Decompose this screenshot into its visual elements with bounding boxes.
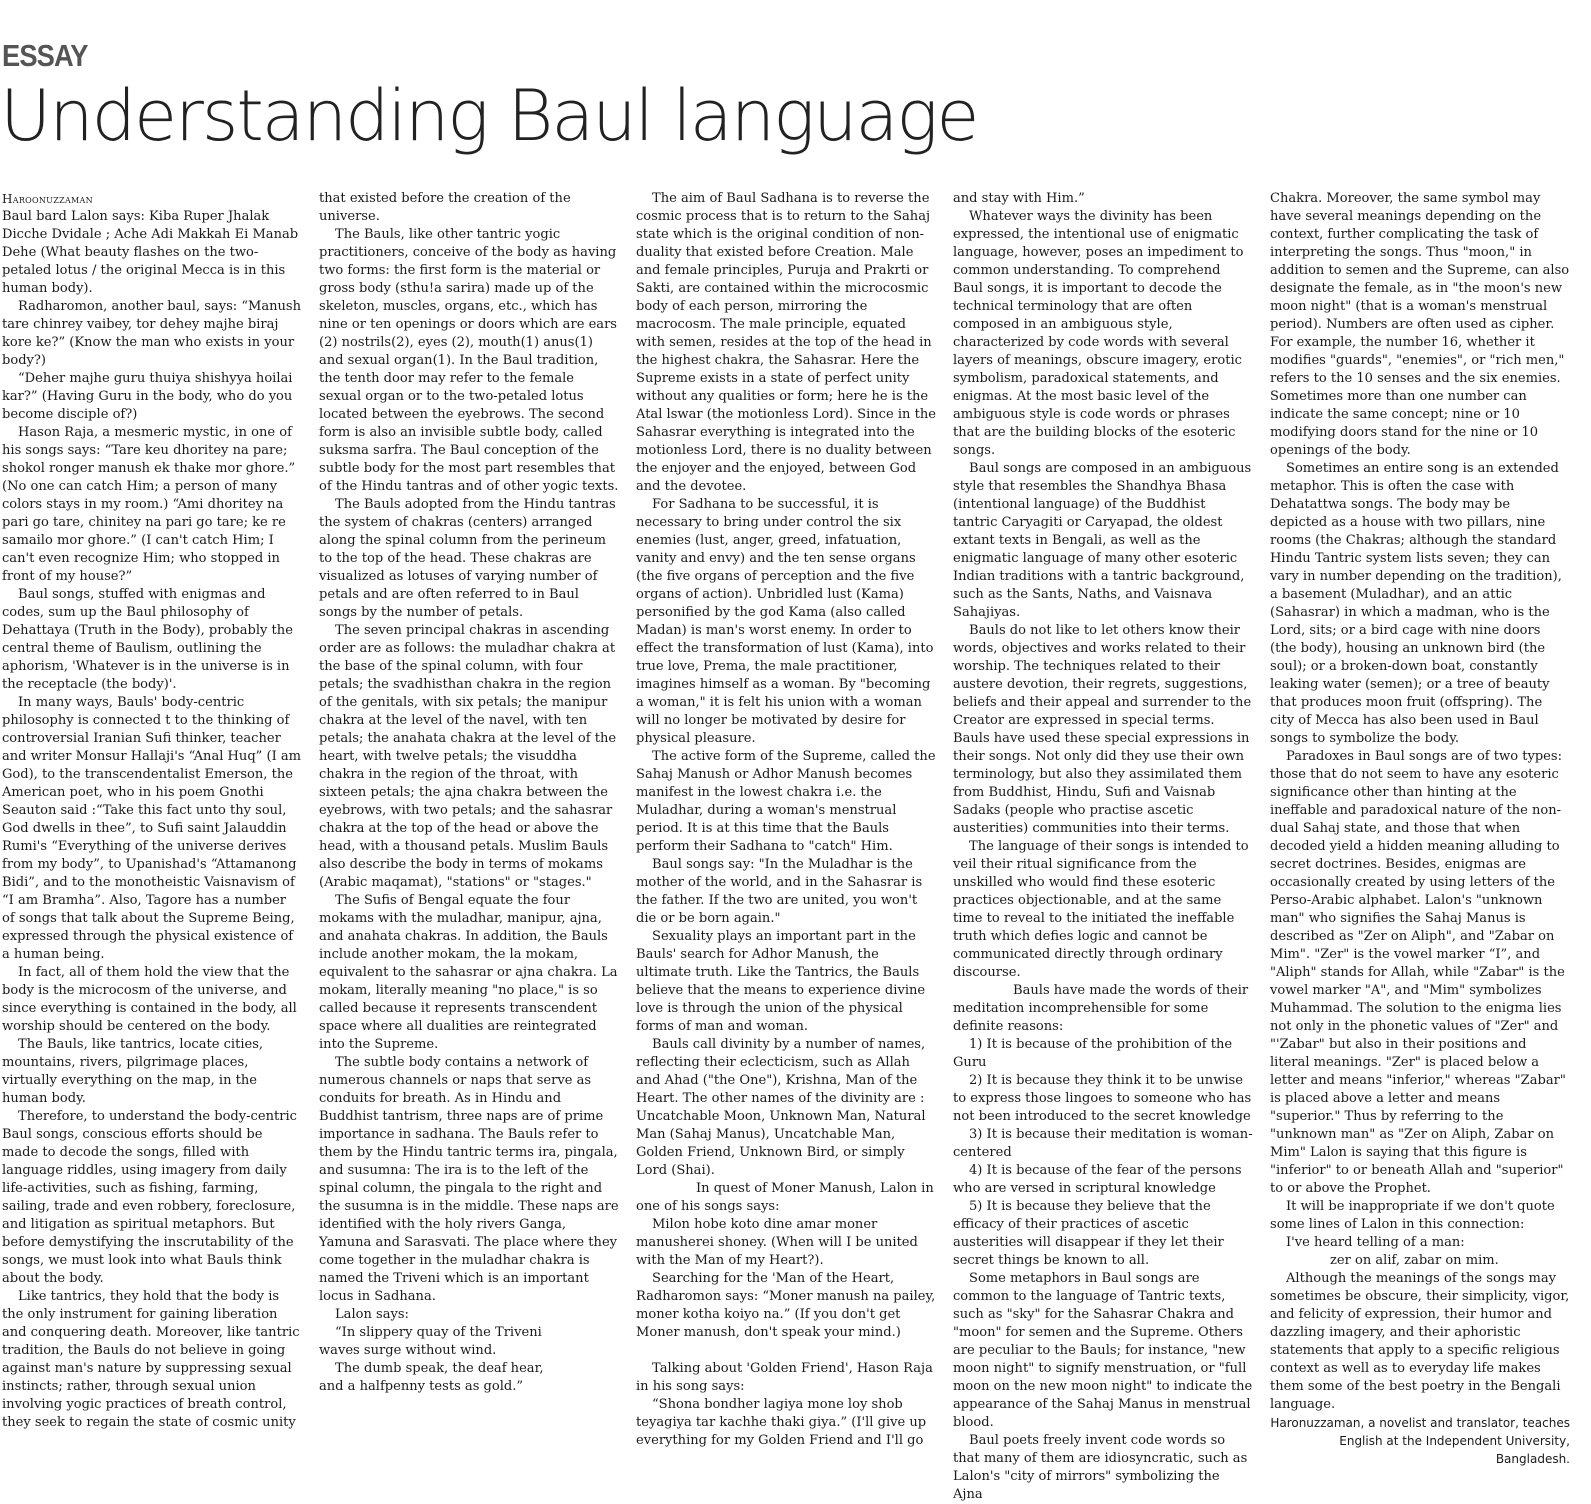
paragraph: Bauls do not like to let others know their words, objectives and works related to their worship. The techniques related to their austere devotion, their regrets, suggestions, beliefs and their appeal and surrender to the Creator are expressed in special terms. Bauls have used these special expressions in their songs. Not only did they use their own terminology, but also they assimilated them from Buddhist, Hindu, Sufi and Vaisnab Sadaks (people who practise ascetic austerities) communities into their terms. — [953, 623, 1252, 836]
paragraph: Like tantrics, they hold that the body is the only instrument for gaining liberation and conquering death. Moreover, like tantric tradition, the Bauls do not believe in going against man's nature by suppressing sexual instincts; rather, through sexual union involving yogic practices of breath control, they seek to regain the state of cosmic unity — [2, 1289, 300, 1430]
verse-line: I've heard telling of a man: — [1286, 1235, 1465, 1250]
verse-line: The dumb speak, the deaf hear, — [335, 1361, 544, 1376]
paragraph: The seven principal chakras in ascending order are as follows: the muladhar chakra at the base of the spinal column, with four petals; the svadhisthan chakra in the region of the genitals, with six petals; the manipur chakra at the level of the navel, with ten petals; the anahata chakra at the level of the heart, with twelve petals; the visuddha chakra in the region of the throat, with sixteen petals; the ajna chakra between the eyebrows, with two petals; and the sahasrar chakra at the top of the head or above the head, with a thousand petals. Muslim Bauls also describe the body in terms of mokams (Arabic maqamat), "stations" or "stages." — [319, 623, 617, 890]
paragraph: The active form of the Supreme, called the Sahaj Manush or Adhor Manush becomes manifest in the lowest chakra i.e. the Muladhar, during a woman's menstrual period. It is at this time that the Bauls perform their Sadhana to "catch" Him. — [636, 749, 936, 854]
list-item: 4) It is because of the fear of the persons who are versed in scriptural knowledge — [953, 1163, 1242, 1196]
list-item: 1) It is because of the prohibition of the Guru — [953, 1037, 1233, 1070]
headline: Understanding Baul language — [0, 75, 978, 157]
paragraph: It will be inappropriate if we don't quote some lines of Lalon in this connection: — [1270, 1199, 1555, 1232]
list-item: 5) It is because they believe that the efficacy of their practices of ascetic austerities will disappear if they let their secret things be known to all. — [953, 1199, 1224, 1268]
list-item: 3) It is because their meditation is woman-centered — [953, 1127, 1253, 1160]
paragraph: Baul poets freely invent code words so that many of them are idiosyncratic, such as Lalon's "city of mirrors" symbolizing the Ajna — [953, 1433, 1248, 1502]
paragraph: In many ways, Bauls' body-centric philosophy is connected t to the thinking of controversial Iranian Sufi thinker, teacher and writer Monsur Hallaji's “Anal Huq” (I am God), to the transcendentalist Emerson, the American poet, who in his poem Gnothi Seauton said :“Take this fact unto thy soul, God dwells in thee”, to Sufi saint Jalauddin Rumi's “Everything of the universe derives from my body”, to Upanishad's “Attamanong Bidi”, and to the monotheistic Vaisnavism of “I am Bramha”. Also, Tagore has a number of songs that talk about the Supreme Being, expressed through the physical existence of a human being. — [2, 695, 302, 962]
paragraph: Whatever ways the divinity has been expressed, the intentional use of enigmatic language, however, poses an impediment to common understanding. To comprehend Baul songs, it is important to decode the technical terminology that are often composed in an ambiguous style, characterized by code words with several layers of meanings, obscure imagery, erotic symbolism, paradoxical statements, and enigmas. At the most basic level of the ambiguous style is code words or phrases that are the building blocks of the esoteric songs. — [953, 209, 1244, 458]
author-credit: Haronuzzaman, a novelist and translator, teaches English at the Independent University, Bangladesh. — [1270, 1416, 1570, 1466]
paragraph: Paradoxes in Baul songs are of two types: those that do not seem to have any esoteric significance other than hinting at the ineffable and paradoxical nature of the non-dual Sahaj state, and those that when decoded yield a hidden meaning alluding to secret doctrines. Besides, enigmas are occasionally created by using letters of the Perso-Arabic alphabet. Lalon's "unknown man" who signifies the Sahaj Manus is described as "Zer on Aliph", and "Zabar on Mim". "Zer" is the vowel marker “I”, and "Aliph" stands for Allah, while "Zabar" is the vowel marker "A", and "Mim" symbolizes Muhammad. The solution to the enigma lies not only in the phonetic values of "Zer" and "'Zabar" but also in their positions and literal meanings. "Zer" is placed below a letter and means "inferior," whereas "Zabar" is placed above a letter and means "superior." Thus by referring to the "unknown man" as "Zer on Aliph, Zabar on Mim" Lalon is saying that this figure is "inferior" to or beneath Allah and "superior" to or above the Prophet. — [1270, 749, 1566, 1196]
paragraph: “Shona bondher lagiya mone loy shob teyagiya tar kachhe thaki giya.” (I'll give up everything for my Golden Friend and I'll go — [636, 1397, 927, 1448]
paragraph: Hason Raja, a mesmeric mystic, in one of his songs says: “Tare keu dhoritey na pare; shokol ronger manush ek thake mor ghore.” (No one can catch Him; a person of many colors stays in my room.) “Ami dhoritey na pari go tare, chinitey na pari go tare; ke re samailo mor ghore.” (I can't catch Him; I can't even recognize Him; who stopped in front of my house?” — [2, 425, 296, 584]
paragraph: The subtle body contains a network of numerous channels or naps that serve as conduits for breath. As in Hindu and Buddhist tantrism, three naps are of prime importance in sadhana. The Bauls refer to them by the Hindu tantric terms ira, pingala, and susumna: The ira is to the left of the spinal column, the pingala to the right and the susumna is in the middle. These naps are identified with the holy rivers Ganga, Yamuna and Sarasvati. The place where they come together in the muladhar chakra is named the Triveni which is an important locus in Sadhana. — [319, 1055, 619, 1304]
byline: Haroonuzzaman — [2, 192, 93, 206]
article-column-3 — [636, 190, 936, 1450]
paragraph: The Bauls adopted from the Hindu tantras the system of chakras (centers) arranged along the spinal column from the perineum to the top of the head. These chakras are visualized as lotuses of varying number of petals and are often referred to in Baul songs by the number of petals. — [319, 497, 616, 620]
paragraph: Bauls have made the words of their meditation incomprehensible for some definite reasons: — [953, 983, 1249, 1034]
paragraph: Searching for the 'Man of the Heart, Radharomon says: “Moner manush na pailey, moner kotha koiyo na.” (If you don't get Moner manush, don't speak your mind.) — [636, 1271, 936, 1340]
paragraph: Some metaphors in Baul songs are common to the language of Tantric texts, such as "sky" for the Sahasrar Chakra and "moon" for semen and the Supreme. Others are peculiar to the Bauls; for instance, "new moon night" to signify menstruation, or "full moon on the new moon night" to indicate the appearance of the Sahaj Manus in menstrual blood. — [953, 1271, 1253, 1430]
paragraph: Lalon says: — [335, 1307, 409, 1322]
paragraph: Although the meanings of the songs may sometimes be obscure, their simplicity, vigor, and felicity of expression, their humor and dazzling imagery, and their aphoristic statements that apply to a specific religious context as well as to everyday life makes them some of the best poetry in the Bengali language. — [1270, 1271, 1570, 1412]
paragraph: In fact, all of them hold the view that the body is the microcosm of the universe, and since everything is contained in the body, all worship should be centered on the body. — [2, 965, 297, 1034]
paragraph: The language of their songs is intended to veil their ritual significance from the unskilled who would find these esoteric practices objectionable, and at the same time to reveal to the initiated the ineffable truth which defies logic and cannot be communicated directly through ordinary discourse. — [953, 839, 1249, 980]
paragraph: Radharomon, another baul, says: “Manush tare chinrey vaibey, tor dehey majhe biraj kore ke?” (Know the man who exists in your body?) — [2, 299, 302, 368]
verse-line: “In slippery quay of the Triveni — [335, 1325, 542, 1340]
paragraph: Chakra. Moreover, the same symbol may have several meanings depending on the context, further complicating the task of interpreting the songs. Thus "moon," in addition to semen and the Supreme, can also designate the female, as in "the moon's new moon night" (that is a woman's menstrual period). Numbers are often used as cipher. For example, the number 16, whether it modifies "guards", "enemies", or "rich men," refers to the 10 senses and the six enemies. Sometimes more than one number can indicate the same concept; nine or 10 modifying doors stand for the nine or 10 openings of the body. — [1270, 191, 1570, 458]
article-column-1 — [2, 190, 302, 1432]
paragraph: In quest of Moner Manush, Lalon in one of his songs says: — [636, 1181, 934, 1214]
paragraph: Baul bard Lalon says: Kiba Ruper Jhalak Dicche Dvidale ; Ache Adi Makkah Ei Manab Dehe (What beauty flashes on the two-petaled lotus / the original Mecca is in this human body). — [2, 209, 299, 296]
paragraph: The Sufis of Bengal equate the four mokams with the muladhar, manipur, ajna, and anahata chakras. In addition, the Bauls include another mokam, the la mokam, equivalent to the sahasrar or ajna chakra. La mokam, literally meaning "no place," is so called because it represents transcendent space where all dualities are reintegrated into the Supreme. — [319, 893, 618, 1052]
paragraph: Baul songs say: "In the Muladhar is the mother of the world, and in the Sahasrar is the father. If the two are united, you won't die or be born again." — [636, 857, 923, 926]
list-item: 2) It is because they think it to be unwise to express those lingoes to someone who has not been introduced to the secret knowledge — [953, 1073, 1252, 1124]
paragraph: The Bauls, like tantrics, locate cities, mountains, rivers, pilgrimage places, virtually everything on the map, in the human body. — [2, 1037, 264, 1106]
verse-line: and a halfpenny tests as gold.” — [319, 1379, 524, 1394]
paragraph: Baul songs, stuffed with enigmas and codes, sum up the Baul philosophy of Dehattaya (Truth in the Body), probably the central theme of Baulism, outlining the aphorism, 'Whatever is in the universe is in the receptacle (the body)'. — [2, 587, 293, 692]
article-column-5 — [1270, 190, 1570, 1468]
paragraph: Sexuality plays an important part in the Bauls' search for Adhor Manush, the ultimate truth. Like the Tantrics, the Bauls believe that the means to experience divine love is through the union of the physical forms of man and woman. — [636, 929, 926, 1034]
paragraph: that existed before the creation of the universe. — [319, 191, 571, 224]
paragraph: Therefore, to understand the body-centric Baul songs, conscious efforts should be made to decode the songs, filled with language riddles, using imagery from daily life-activities, such as fishing, farming, sailing, trade and even robbery, foreclosure, and litigation as spiritual metaphors. But before demystifying the inscrutability of the songs, we must look into what Bauls think about the body. — [2, 1109, 297, 1286]
paragraph: For Sadhana to be successful, it is necessary to bring under control the six enemies (lust, anger, greed, infatuation, vanity and envy) and the ten sense organs (the five organs of perception and the five organs of action). Unbridled lust (Kama) personified by the god Kama (also called Madan) is man's worst enemy. In order to effect the transformation of lust (Kama), into true love, Prema, the male practitioner, imagines himself as a woman. By "becoming a woman," it is felt his union with a woman will no longer be motivated by desire for physical pleasure. — [636, 497, 934, 746]
verse-line: waves surge without wind. — [319, 1343, 497, 1358]
paragraph: The Bauls, like other tantric yogic practitioners, conceive of the body as having two forms: the first form is the material or gross body (sthu!a sarira) made up of the skeleton, muscles, organs, etc., which has nine or ten openings or doors which are ears (2) nostrils(2), eyes (2), mouth(1) anus(1) and sexual organ(1). In the Baul tradition, the tenth door may refer to the female sexual organ or to the two-petaled lotus located between the eyebrows. The second form is also an invisible subtle body, called suksma sarfra. The Baul conception of the subtle body for the most part resembles that of the Hindu tantras and of other yogic texts. — [319, 227, 619, 494]
paragraph: Bauls call divinity by a number of names, reflecting their eclecticism, such as Allah and Ahad ("the One"), Krishna, Man of the Heart. The other names of the divinity are : Uncatchable Moon, Unknown Man, Natural Man (Sahaj Manus), Uncatchable Man, Golden Friend, Unknown Bird, or simply Lord (Shai). — [636, 1037, 926, 1178]
section-label: ESSAY — [2, 38, 88, 73]
paragraph: Talking about 'Golden Friend', Hason Raja in his song says: — [636, 1361, 933, 1394]
paragraph: Sometimes an entire song is an extended metaphor. This is often the case with Dehatattwa songs. The body may be depicted as a house with two pillars, nine rooms (the Chakras; although the standard Hindu Tantric system lists seven; they can vary in number depending on the tradition), a basement (Muladhar), and an attic (Sahasrar) in which a madman, who is the Lord, sits; or a bird cage with nine doors (the body), housing an unknown bird (the soul); or a broken-down boat, constantly leaking water (semen); or a tree of beauty that produces moon fruit (offspring). The city of Mecca has also been used in Baul songs to symbolize the body. — [1270, 461, 1562, 746]
paragraph: Baul songs are composed in an ambiguous style that resembles the Shandhya Bhasa (intentional language) of the Buddhist tantric Caryagiti or Caryapad, the oldest extant texts in Bengali, as well as the enigmatic language of many other esoteric Indian traditions with a tantric background, such as the Sants, Naths, and Vaisnava Sahajiyas. — [953, 461, 1252, 620]
paragraph: Milon hobe koto dine amar moner manusherei shoney. (When will I be united with the Man of my Heart?). — [636, 1217, 918, 1268]
article-column-2 — [319, 190, 619, 1396]
paragraph: and stay with Him.” — [953, 191, 1085, 206]
verse-line: zer on alif, zabar on mim. — [1330, 1253, 1499, 1268]
paragraph: The aim of Baul Sadhana is to reverse the cosmic process that is to return to the Sahaj state which is the original condition of non-duality that existed before Creation. Male and female principles, Puruja and Prakrti or Sakti, are contained within the microcosmic body of each person, mirroring the macrocosm. The male principle, equated with semen, resides at the top of the head in the highest chakra, the Sahasrar. Here the Supreme exists in a state of perfect unity without any qualities or form; here he is the Atal lswar (the motionless Lord). Since in the Sahasrar everything is integrated into the motionless Lord, there is no duality between the enjoyer and the enjoyed, between God and the devotee. — [636, 191, 936, 494]
paragraph: “Deher majhe guru thuiya shishyya hoilai kar?” (Having Guru in the body, who do you become disciple of?) — [2, 371, 293, 422]
article-column-4 — [953, 190, 1253, 1504]
